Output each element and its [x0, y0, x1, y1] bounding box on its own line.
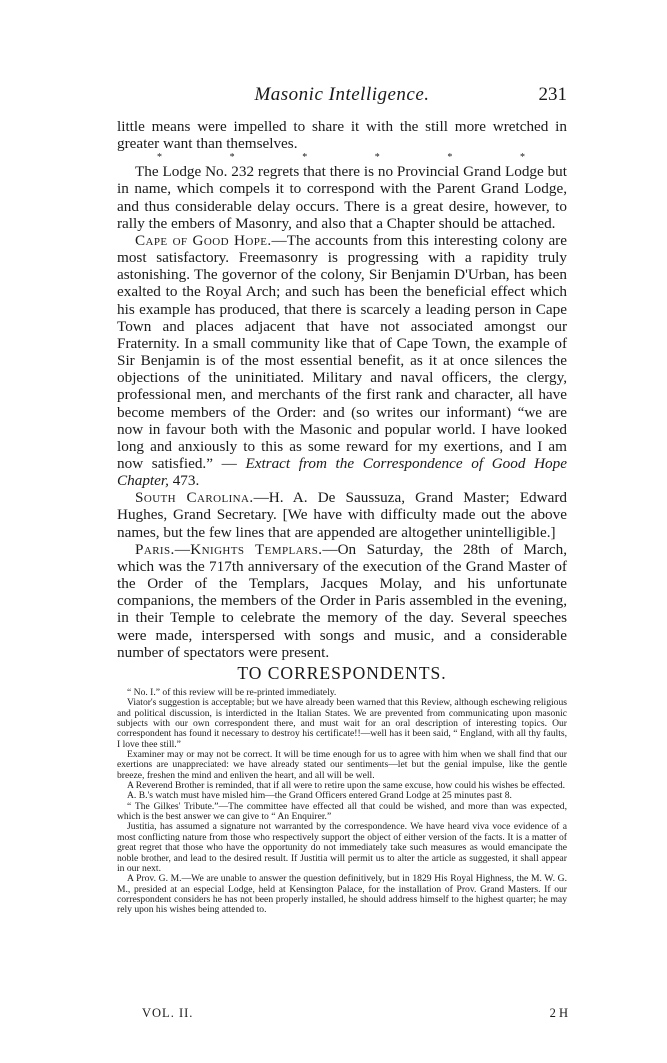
paragraph-text: —The accounts from this interesting colony are most satisfactory. Freemasonry is progressing with a rapidity truly astonishing. The governor of the colony, Sir Benjamin D'Urban, has been exalted to the Royal Arch; and such has been the beneficial effect which his example has produced, that there is scarcely a leading person in Cape Town and places adjacent that have not associated amongst our Fraternity. In a small community like that of Cape Town, the example of Sir Benjamin is of the most essential benefit, as it at once silences the objections of the uninitiated. Military and naval officers, the clergy, professional men, and merchants of the first rank and character, all have become members of the Order: and (so writes our informant) “we are now in favour both with the Masonic and popular world. I have looked long and anxiously to this as some reward for my exertions, and I am now satisfied.” — — [117, 231, 567, 472]
section-heading-cape: Cape of Good Hope. — [135, 231, 272, 249]
section-heading-paris: Paris.—Knights Templars. — [135, 540, 323, 558]
correspondent-note: A Reverend Brother is reminded, that if all were to retire upon the same excuse, how could his wishes be effected. — [127, 780, 566, 792]
running-header — [117, 84, 567, 108]
correspondents-heading: TO CORRESPONDENTS. — [237, 663, 447, 683]
correspondent-note: Justitia, has assumed a signature not warranted by the correspondence. We have heard viva voce evidence of a most conflicting nature from those who respectively support the object of either version of the facts. It is a matter of great regret that those who have the opportunity do not immediately take such measures as would emancipate the noble brother, and lead to the desired result. If Justitia will permit us to alter the article as suggested, it shall appear in our next. — [117, 821, 567, 874]
star: * — [519, 152, 525, 164]
paragraph-lodge-232: The Lodge No. 232 regrets that there is no Provincial Grand Lodge but in name, which compels it to correspond with the Parent Grand Lodge, and thus considerable delay occurs. There is a great desire, however, to rally the embers of Masonry, and also that a Chapter should be attached. — [117, 163, 567, 232]
chapter-number: 473. — [168, 472, 200, 490]
paragraph-text: —On Saturday, the 28th of March, which was the 717th anniversary of the execution of the Grand Master of the Order of the Templars, Jacques Molay, and his unfortunate companions, the members of the Order in Paris assembled in the evening, in their Temple to celebrate the memory of the day. Several speeches were made, interspersed with songs and music, and a considerable number of spectators were present. — [117, 540, 567, 661]
star: * — [229, 152, 235, 164]
main-text — [117, 118, 567, 661]
star: * — [447, 152, 453, 164]
star: * — [374, 152, 380, 164]
correspondent-note: A. B.'s watch must have misled him—the Grand Officers entered Grand Lodge at 25 minutes past 8. — [127, 790, 512, 802]
correspondent-note: “ The Gilkes' Tribute.”—The committee have effected all that could be wished, and more than was expected, which is the best answer we can give to “ An Enquirer.” — [117, 800, 567, 823]
correspondents-section — [117, 663, 567, 916]
page-footer — [142, 1006, 568, 1022]
signature-mark: 2 H — [549, 1006, 568, 1020]
volume-label: VOL. II. — [142, 1006, 194, 1020]
paragraph-cape-of-good-hope — [117, 232, 567, 489]
source-citation: Extract from the Correspondence of Good Hope Chapter, — [117, 454, 567, 490]
correspondent-note: Viator's suggestion is acceptable; but we have already been warned that this Review, although eschewing religious and political discussion, is interdicted in the Italian States. We are prevented from communicating upon masonic subjects with our own correspondent there, and must wait for an oral description of interesting topics. Our correspondent has found it necessary to destroy his certificate!!—well has it been said, “ England, with all thy faults, I love thee still.” — [117, 697, 567, 750]
section-heading-south-carolina: South Carolina. — [135, 489, 254, 507]
page-number: 231 — [538, 84, 567, 105]
star: * — [157, 152, 162, 164]
correspondent-note: Examiner may or may not be correct. It will be time enough for us to agree with him when we shall find that our exertions are unappreciated: we have already stated our sentiments—let but the genial impulse, like the gentle breeze, freshen the mind and enliven the heart, and all will be well. — [117, 749, 567, 781]
paragraph-paris — [117, 541, 567, 661]
running-title: Masonic Intelligence. — [254, 84, 430, 105]
star: * — [302, 152, 308, 164]
paragraph-south-carolina — [117, 489, 567, 540]
correspondent-note: “ No. I.” of this review will be re-printed immediately. — [127, 687, 337, 698]
paragraph-text: —H. A. De Saussuza, Grand Master; Edward Hughes, Grand Secretary. [We have with difficulty made out the above names, but the few lines that are appended are altogether unintelligible.] — [117, 489, 568, 541]
paragraph-continuation: little means were impelled to share it with the still more wretched in greater want than themselves. — [117, 118, 567, 153]
section-break-stars — [117, 152, 567, 163]
correspondent-note: A Prov. G. M.—We are unable to answer the question definitively, but in 1829 His Royal Highness, the M. W. G. M., presided at an especial Lodge, held at Kensington Palace, for the installation of Prov. Grand Masters. If our correspondent considers he has not been properly installed, he should address himself to the highest quarter; he may rely upon his wishes being attended to. — [117, 873, 567, 916]
